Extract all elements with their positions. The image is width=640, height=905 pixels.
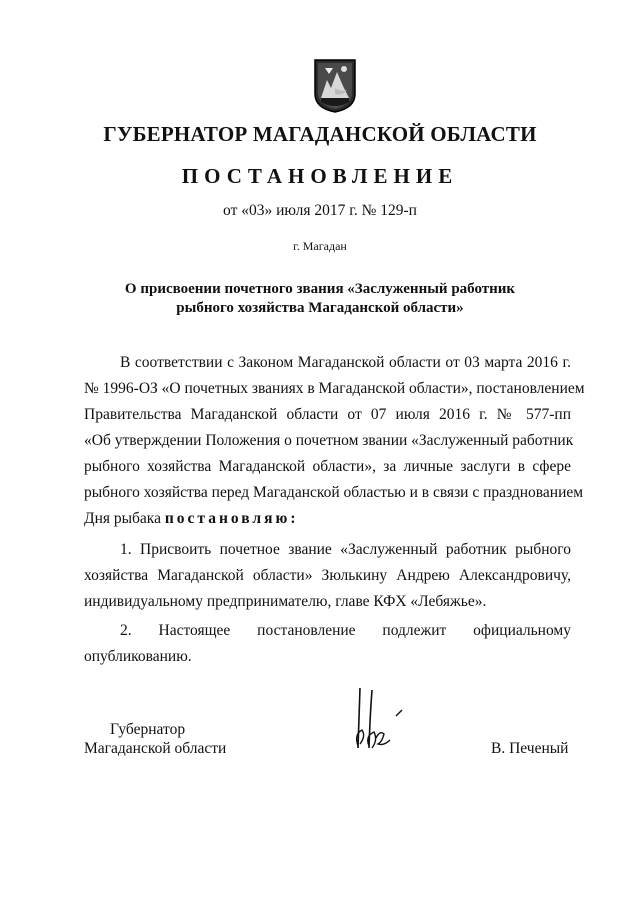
body-line: рыбного хозяйства перед Магаданской областью и в связи с празднованием	[84, 484, 584, 501]
body-line	[84, 509, 571, 529]
document-subject	[0, 280, 640, 318]
item-2-line: 2. Настоящее постановление подлежит официальному	[120, 622, 571, 639]
body-line: «Об утверждении Положения о почетном звании «Заслуженный работник	[84, 432, 574, 449]
subject-line: рыбного хозяйства Магаданской области»	[176, 300, 464, 316]
decree-word: постановляю:	[164, 510, 299, 527]
item-1-line: хозяйства Магаданской области» Зюлькину Андрею Александровичу,	[84, 567, 571, 584]
date-and-number: от «03» июля 2017 г. № 129-п	[223, 202, 417, 219]
document-type: ПОСТАНОВЛЕНИЕ	[181, 164, 459, 188]
signatory-position: Губернатор	[110, 721, 186, 738]
handwritten-signature	[350, 686, 406, 756]
coat-of-arms-icon	[313, 58, 357, 114]
document-title: ГУБЕРНАТОР МАГАДАНСКОЙ ОБЛАСТИ	[103, 122, 537, 146]
city: г. Магадан	[293, 239, 347, 253]
signatory-name: В. Печеный	[491, 740, 569, 757]
body-line: № 1996-ОЗ «О почетных званиях в Магаданской области», постановлением	[84, 380, 585, 397]
signatory-region: Магаданской области	[84, 740, 227, 757]
body-line: В соответствии с Законом Магаданской области от 03 марта 2016 г.	[120, 354, 571, 371]
body-line: Правительства Магаданской области от 07 июля 2016 г. № 577-пп	[84, 406, 571, 423]
body-line: рыбного хозяйства Магаданской области», за личные заслуги в сфере	[84, 458, 571, 475]
item-1-line: 1. Присвоить почетное звание «Заслуженный работник рыбного	[120, 541, 571, 558]
subject-line: О присвоении почетного звания «Заслуженный работник	[124, 281, 516, 297]
item-1-line: индивидуальному предпринимателю, главе КФХ «Лебяжье».	[84, 593, 487, 610]
item-2-line: опубликованию.	[84, 648, 192, 665]
preamble-end: Дня рыбака	[84, 510, 161, 527]
